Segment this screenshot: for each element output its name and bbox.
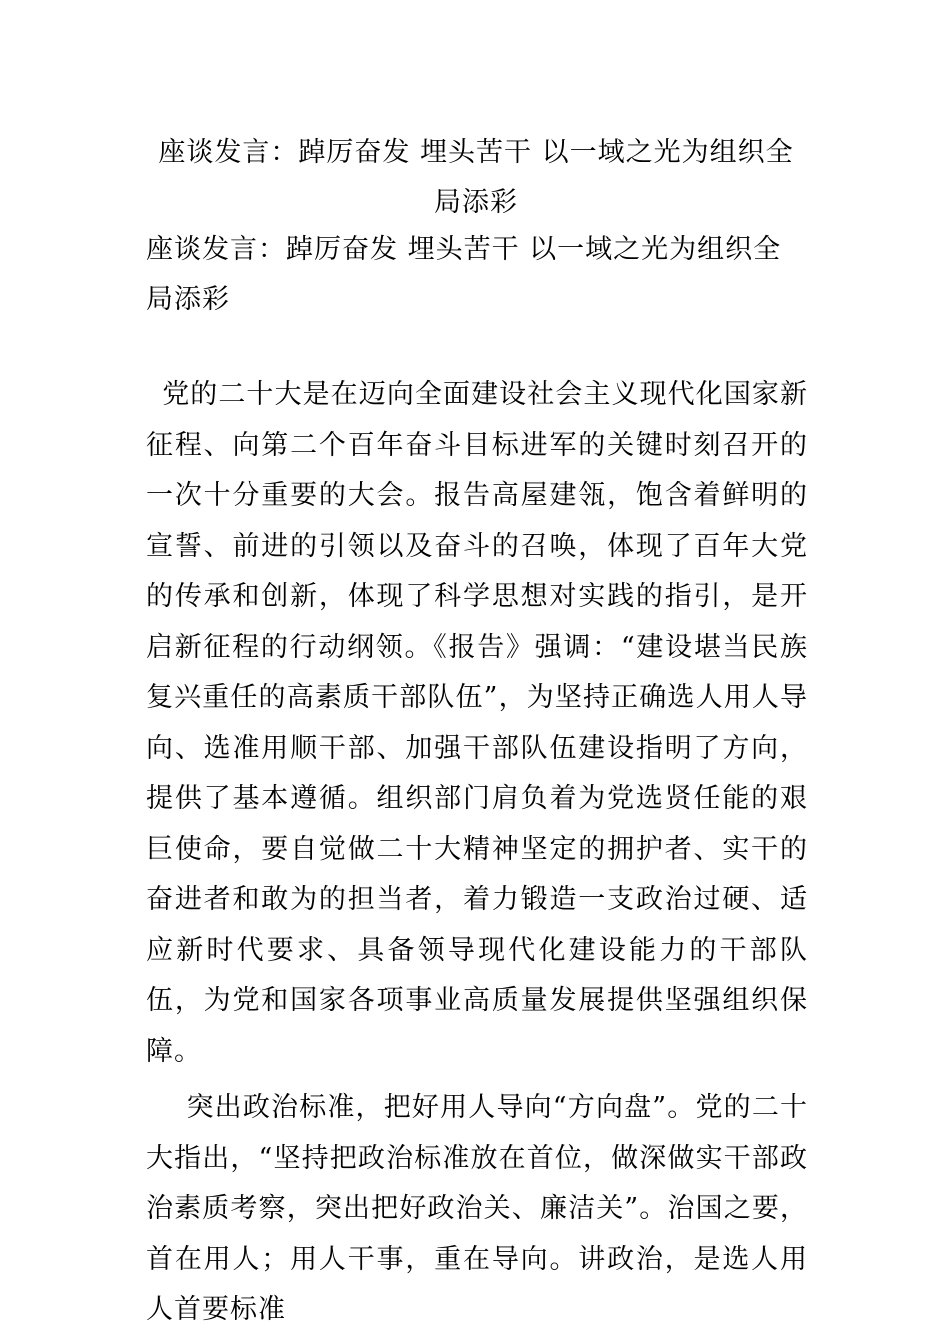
document-body (146, 370, 808, 1336)
document-title: 座谈发言：踔厉奋发 埋头苦干 以一域之光为组织全局添彩 (158, 137, 794, 218)
document-title-repeat: 座谈发言：踔厉奋发 埋头苦干 以一域之光为组织全局添彩 (146, 234, 782, 315)
paragraph-1: 党的二十大是在迈向全面建设社会主义现代化国家新征程、向第二个百年奋斗目标进军的关键时刻召开的一次十分重要的大会。报告高屋建瓴，饱含着鲜明的宣誓、前进的引领以及奋斗的召唤，体现了百年大党的传承和创新，体现了科学思想对实践的指引，是开启新征程的行动纲领。《报告》强调：“建设堪当民族复兴重任的高素质干部队伍”，为坚持正确选人用人导向、选准用顺干部、加强干部队伍建设指明了方向，提供了基本遵循。组织部门肩负着为党选贤任能的艰巨使命，要自觉做二十大精神坚定的拥护者、实干的奋进者和敢为的担当者，着力锻造一支政治过硬、适应新时代要求、具备领导现代化建设能力的干部队伍，为党和国家各项事业高质量发展提供坚强组织保障。 (146, 379, 808, 1067)
paragraph-2: 突出政治标准，把好用人导向“方向盘”。党的二十大指出，“坚持把政治标准放在首位，做深做实干部政治素质考察，突出把好政治关、廉洁关”。治国之要，首在用人；用人干事，重在导向。讲政治，是选人用人首要标准 (146, 1092, 808, 1325)
